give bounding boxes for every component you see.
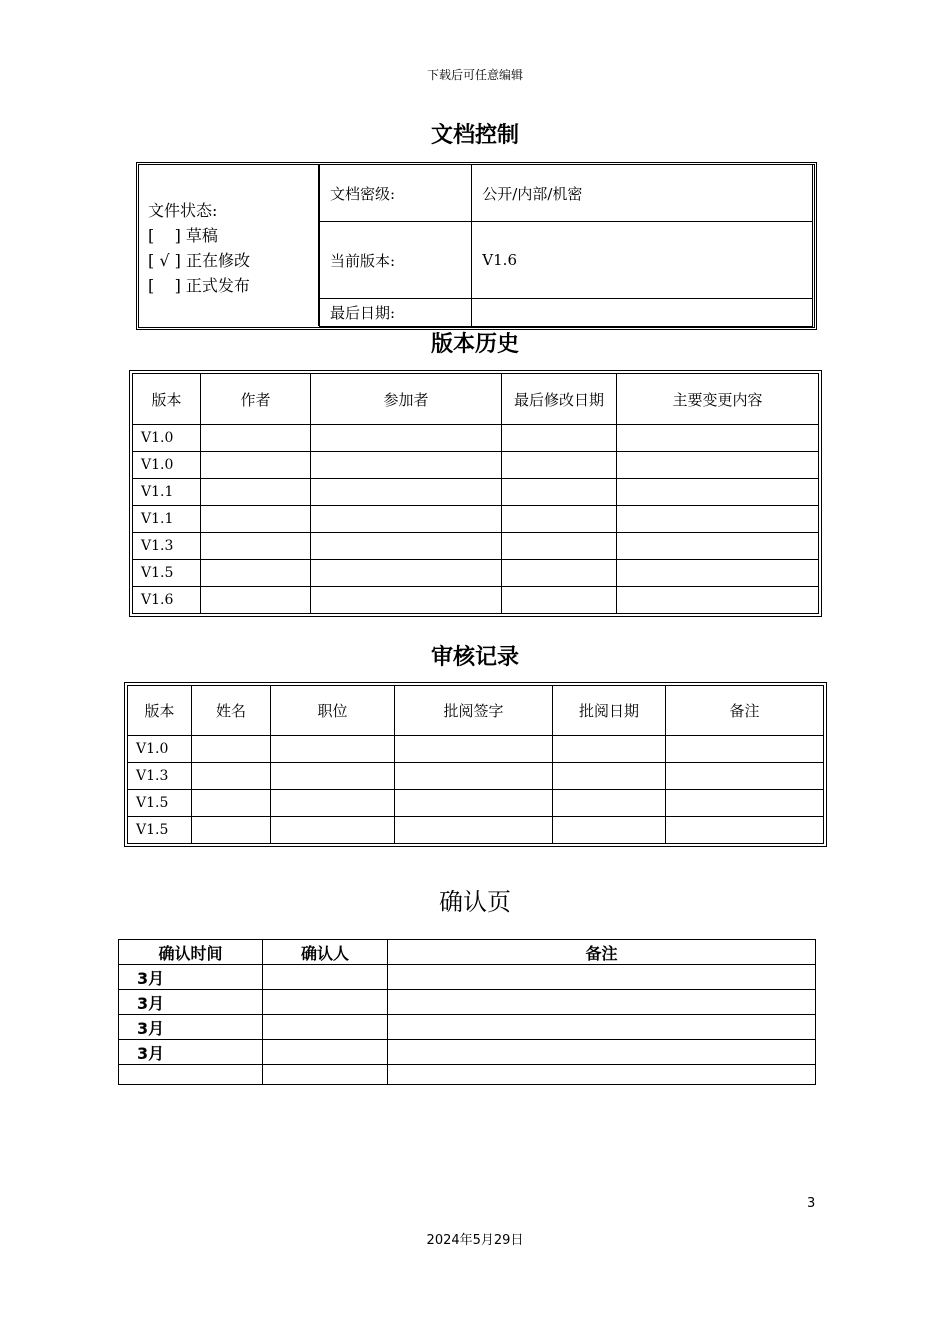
table-row [119, 1040, 816, 1065]
table-cell [617, 587, 819, 614]
table-cell [311, 425, 502, 452]
table-row [133, 452, 819, 479]
status-option-editing[interactable] [148, 248, 250, 273]
table-cell [388, 965, 816, 990]
table-cell: V1.3 [128, 763, 192, 790]
table-cell: V1.0 [128, 736, 192, 763]
table-cell: V1.0 [133, 425, 201, 452]
table-cell [192, 736, 271, 763]
current-version-value: V1.6 [472, 222, 813, 299]
doc-control-title: 文档控制 [430, 123, 519, 148]
table-cell [388, 1065, 816, 1085]
table-cell [192, 790, 271, 817]
table-header-row [119, 940, 816, 965]
table-cell: 3月 [119, 1040, 263, 1065]
table-cell: 3月 [119, 990, 263, 1015]
table-row [119, 1015, 816, 1040]
table-row [320, 299, 813, 327]
classification-value: 公开/内部/机密 [472, 165, 813, 222]
table-cell [263, 965, 388, 990]
table-cell [311, 479, 502, 506]
table-cell [201, 506, 311, 533]
table-cell [263, 1040, 388, 1065]
column-header: 批阅签字 [395, 686, 553, 736]
column-header: 确认人 [263, 940, 388, 965]
confirm-table [118, 939, 816, 1085]
status-option-draft[interactable] [148, 223, 250, 248]
table-cell: V1.1 [133, 479, 201, 506]
table-cell [502, 425, 617, 452]
review-record-title: 审核记录 [430, 645, 519, 670]
table-row [133, 506, 819, 533]
status-option-published[interactable] [148, 273, 250, 298]
table-cell [666, 817, 824, 844]
table-cell [271, 790, 395, 817]
table-row [133, 560, 819, 587]
status-option-label: 正在修改 [185, 251, 250, 270]
table-row [320, 165, 813, 222]
table-cell: V1.5 [128, 817, 192, 844]
table-cell [502, 452, 617, 479]
column-header: 作者 [201, 374, 311, 425]
table-cell [617, 506, 819, 533]
table-cell [395, 763, 553, 790]
table-cell [666, 790, 824, 817]
table-cell [201, 479, 311, 506]
column-header: 姓名 [192, 686, 271, 736]
table-cell [263, 1065, 388, 1085]
status-checkbox[interactable]: [ ] [148, 226, 181, 245]
status-checkbox[interactable]: [ √ ] [148, 251, 181, 270]
table-row [133, 587, 819, 614]
table-cell [388, 1015, 816, 1040]
table-row [133, 425, 819, 452]
table-cell: 3月 [119, 1015, 263, 1040]
review-record-frame [124, 682, 827, 847]
table-cell: V1.1 [133, 506, 201, 533]
table-cell: V1.6 [133, 587, 201, 614]
table-cell [311, 560, 502, 587]
table-row [320, 222, 813, 299]
table-cell [119, 1065, 263, 1085]
table-header-row [128, 686, 824, 736]
column-header: 备注 [388, 940, 816, 965]
table-cell [553, 790, 666, 817]
table-cell [395, 817, 553, 844]
column-header: 主要变更内容 [617, 374, 819, 425]
file-status-block [148, 198, 250, 298]
column-header: 职位 [271, 686, 395, 736]
table-row [119, 990, 816, 1015]
table-cell [617, 425, 819, 452]
doc-control-table [319, 164, 813, 327]
table-cell [617, 452, 819, 479]
table-cell [311, 533, 502, 560]
status-option-label: 草稿 [185, 226, 218, 245]
column-header: 批阅日期 [553, 686, 666, 736]
table-cell [666, 763, 824, 790]
table-cell [388, 1040, 816, 1065]
table-cell [192, 763, 271, 790]
review-record-table [127, 685, 824, 844]
table-cell [553, 736, 666, 763]
table-row [133, 533, 819, 560]
table-cell [553, 763, 666, 790]
last-date-value [472, 299, 813, 327]
table-row [133, 479, 819, 506]
footer-date: 2024年5月29日 [426, 1233, 524, 1248]
table-cell [502, 587, 617, 614]
table-cell: V1.5 [128, 790, 192, 817]
table-cell [617, 533, 819, 560]
table-header-row [133, 374, 819, 425]
column-header: 确认时间 [119, 940, 263, 965]
table-cell [201, 560, 311, 587]
table-cell [395, 790, 553, 817]
table-cell [201, 587, 311, 614]
status-checkbox[interactable]: [ ] [148, 276, 181, 295]
table-cell [502, 533, 617, 560]
table-cell [271, 817, 395, 844]
table-cell: V1.0 [133, 452, 201, 479]
table-cell [666, 736, 824, 763]
table-row [128, 790, 824, 817]
table-cell [192, 817, 271, 844]
table-cell [502, 506, 617, 533]
classification-label: 文档密级: [320, 165, 472, 222]
table-cell [311, 452, 502, 479]
last-date-label: 最后日期: [320, 299, 472, 327]
current-version-label: 当前版本: [320, 222, 472, 299]
table-row [128, 817, 824, 844]
status-option-label: 正式发布 [185, 276, 250, 295]
confirm-page-title: 确认页 [439, 888, 511, 916]
table-row [128, 736, 824, 763]
page-number: 3 [807, 1196, 816, 1211]
table-cell [502, 560, 617, 587]
table-cell: V1.3 [133, 533, 201, 560]
table-cell [617, 560, 819, 587]
table-cell: V1.5 [133, 560, 201, 587]
table-row [119, 1065, 816, 1085]
table-cell [502, 479, 617, 506]
table-cell [263, 1015, 388, 1040]
file-status-label: 文件状态: [148, 201, 218, 220]
header-note: 下载后可任意编辑 [426, 68, 523, 82]
table-cell [271, 763, 395, 790]
table-cell [263, 990, 388, 1015]
table-cell [311, 587, 502, 614]
table-cell [271, 736, 395, 763]
table-cell: 3月 [119, 965, 263, 990]
table-cell [201, 425, 311, 452]
table-row [119, 965, 816, 990]
column-header: 参加者 [311, 374, 502, 425]
table-cell [201, 533, 311, 560]
table-cell [311, 506, 502, 533]
column-header: 版本 [128, 686, 192, 736]
column-header: 版本 [133, 374, 201, 425]
table-row [128, 763, 824, 790]
table-cell [617, 479, 819, 506]
version-history-table [132, 373, 819, 614]
table-cell [553, 817, 666, 844]
column-header: 备注 [666, 686, 824, 736]
version-history-frame [129, 370, 822, 617]
column-header: 最后修改日期 [502, 374, 617, 425]
table-cell [201, 452, 311, 479]
table-cell [395, 736, 553, 763]
version-history-title: 版本历史 [430, 332, 519, 357]
table-cell [388, 990, 816, 1015]
